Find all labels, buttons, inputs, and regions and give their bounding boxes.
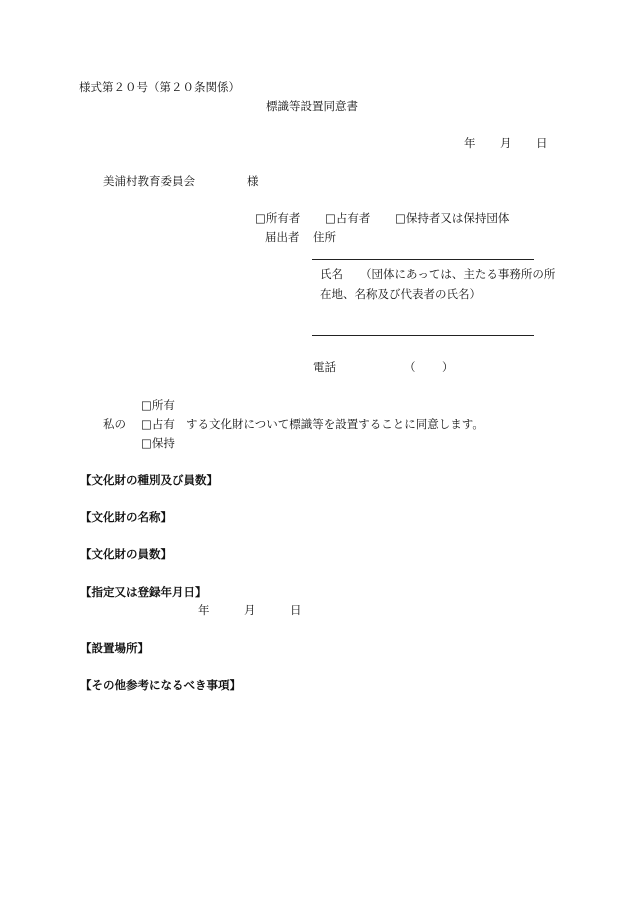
- consent-option-hold[interactable]: □保持: [141, 436, 175, 450]
- form-title: 標識等設置同意書: [266, 99, 358, 113]
- section-type-count: 【文化財の種別及び員数】: [80, 473, 218, 487]
- form-number: 様式第２０号（第２０条関係）: [79, 80, 240, 94]
- date-day-label: 日: [536, 136, 548, 150]
- address-line[interactable]: [312, 259, 534, 260]
- consent-option-occupy[interactable]: □占有: [141, 417, 175, 431]
- role-checkbox-holder[interactable]: □保持者又は保持団体: [395, 211, 510, 225]
- role-checkbox-occupant[interactable]: □占有者: [325, 211, 371, 225]
- consent-prefix: 私の: [103, 417, 126, 431]
- notifier-label: 届出者: [265, 230, 300, 244]
- section-designation-date: 【指定又は登録年月日】: [80, 585, 207, 599]
- phone-paren-close: ）: [442, 360, 454, 374]
- section-location: 【設置場所】: [80, 641, 149, 655]
- phone-label: 電話: [313, 360, 336, 374]
- date-month-label: 月: [500, 136, 512, 150]
- designation-year-label: 年: [198, 603, 210, 617]
- addressee-honorific: 様: [247, 174, 259, 188]
- name-line[interactable]: [312, 335, 534, 336]
- role-checkbox-owner[interactable]: □所有者: [255, 211, 301, 225]
- name-note-line1: （団体にあっては、主たる事務所の所: [360, 267, 556, 281]
- consent-text: する文化財について標識等を設置することに同意します。: [186, 417, 484, 431]
- designation-day-label: 日: [290, 603, 302, 617]
- date-year-label: 年: [464, 136, 476, 150]
- name-note-line2: 在地、名称及び代表者の氏名）: [320, 287, 481, 301]
- address-label: 住所: [313, 230, 336, 244]
- section-count: 【文化財の員数】: [80, 547, 172, 561]
- name-label: 氏名: [320, 267, 343, 281]
- addressee-name: 美浦村教育委員会: [103, 174, 195, 188]
- phone-paren-open: （: [404, 360, 416, 374]
- designation-month-label: 月: [244, 603, 256, 617]
- section-other: 【その他参考になるべき事項】: [80, 678, 241, 692]
- consent-option-own[interactable]: □所有: [141, 398, 175, 412]
- section-name: 【文化財の名称】: [80, 510, 172, 524]
